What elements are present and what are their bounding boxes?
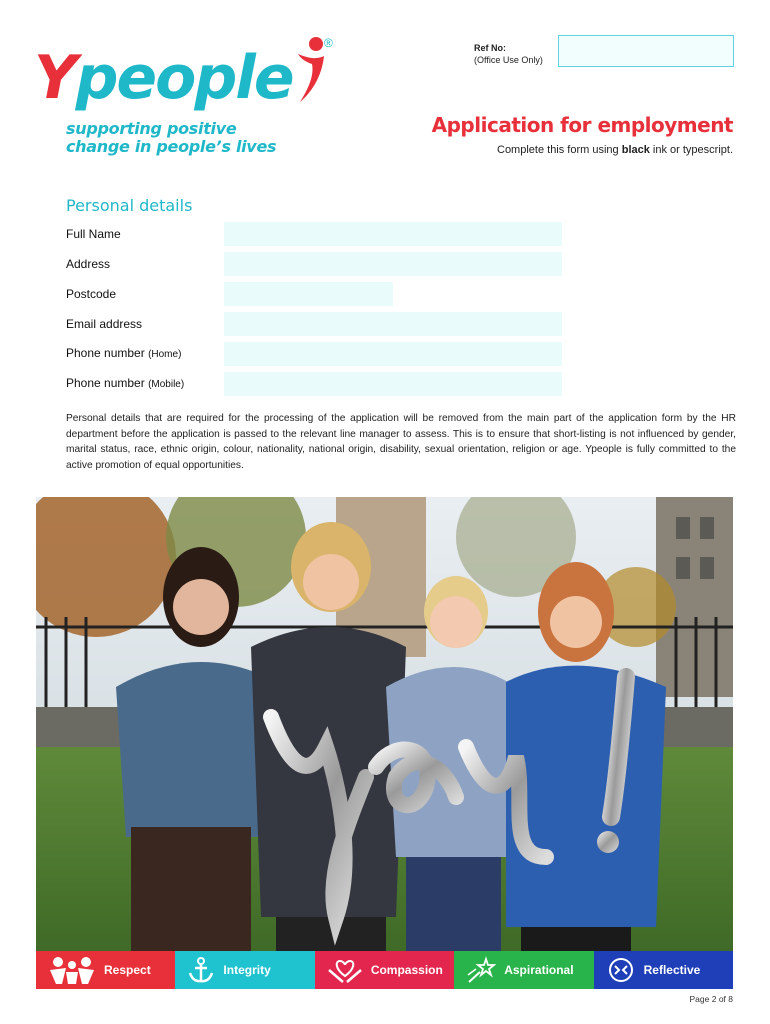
tagline-line-2: change in people’s lives (66, 137, 277, 156)
anchor-icon (187, 956, 215, 984)
subtitle-text: Complete this form using (497, 144, 622, 156)
value-label: Reflective (643, 963, 701, 977)
value-label: Respect (104, 963, 151, 977)
logo-wordmark (34, 38, 293, 118)
ref-no-field[interactable] (558, 35, 734, 67)
full-name-label (66, 227, 121, 241)
label-suffix: (Mobile) (148, 379, 185, 390)
people-icon (48, 956, 96, 984)
full-name-field[interactable] (224, 222, 562, 246)
value-aspirational (454, 951, 593, 989)
phone-home-field[interactable] (224, 342, 562, 366)
label-suffix: (Home) (148, 349, 182, 360)
phone-home-label (66, 346, 181, 360)
address-field[interactable] (224, 252, 562, 276)
tagline-line-1: supporting positive (66, 119, 237, 138)
reflect-icon (606, 956, 636, 984)
email-label (66, 317, 142, 331)
page-number: Page 2 of 8 (689, 994, 733, 1004)
address-label (66, 257, 110, 271)
ypeople-logo (34, 36, 354, 116)
value-label: Integrity (223, 963, 271, 977)
value-reflective (594, 951, 733, 989)
value-label: Compassion (370, 963, 443, 977)
ref-no-label: Ref No: (474, 43, 506, 53)
label-text: Postcode (66, 287, 117, 301)
postcode-field[interactable] (224, 282, 393, 306)
logo-figure-icon (286, 36, 346, 106)
value-integrity (175, 951, 314, 989)
subtitle-bold: black (621, 144, 650, 156)
label-text: Address (66, 257, 111, 271)
label-text: Phone number (66, 376, 149, 390)
phone-mobile-label (66, 376, 184, 390)
registered-mark: ® (324, 36, 333, 50)
tagline (66, 120, 276, 156)
page-title: Application for employment (431, 113, 733, 137)
team-photo (36, 497, 733, 951)
page-subtitle (497, 144, 733, 156)
label-text: Phone number (66, 346, 149, 360)
value-label: Aspirational (504, 963, 574, 977)
value-respect (36, 951, 175, 989)
shooting-star-icon (466, 956, 496, 984)
label-text: Full Name (66, 227, 121, 241)
section-title-personal-details: Personal details (66, 196, 193, 215)
logo-letters-people: people (75, 43, 293, 113)
label-text: Email address (66, 317, 143, 331)
privacy-notice: Personal details that are required for the processing of the application will be removed from the main part of the application form by the HR department before the application is passed to the relevant line manager to assess. This is to ensure that short-listing is not influenced by gender, marital status, race, ethnic origin, colour, nationality, national origin, disability, sexual orientation, religion or age. Ypeople is fully committed to the active promotion of equal opportunities. (66, 413, 736, 471)
phone-mobile-field[interactable] (224, 372, 562, 396)
email-field[interactable] (224, 312, 562, 336)
values-bar (36, 951, 733, 989)
office-use-label: (Office Use Only) (474, 55, 543, 65)
heart-hands-icon (327, 956, 363, 984)
logo-letter-y: Y (34, 43, 76, 113)
postcode-label (66, 287, 116, 301)
ref-label (474, 42, 543, 66)
team-photo-illustration (36, 497, 733, 951)
subtitle-text-end: ink or typescript. (649, 144, 733, 156)
value-compassion (315, 951, 454, 989)
